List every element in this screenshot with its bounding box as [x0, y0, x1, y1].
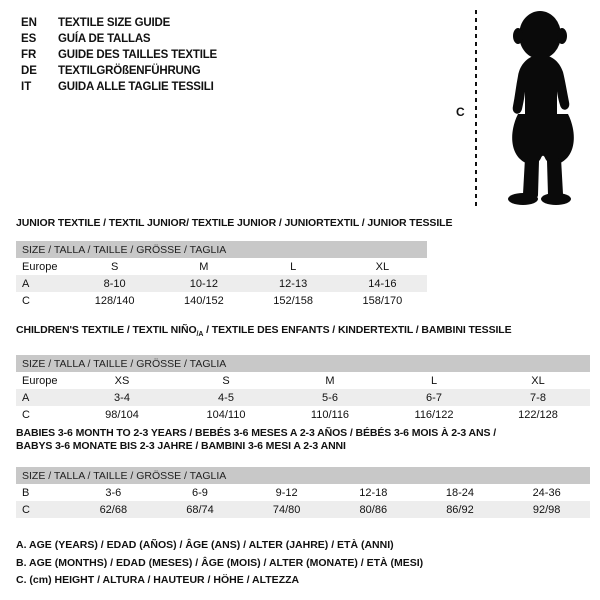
lang-label: GUIDA ALLE TAGLIE TESSILI: [58, 81, 214, 93]
babies-section: [16, 427, 590, 518]
size-header-label: SIZE / TALLA / TAILLE / GRÖSSE / TAGLIA: [16, 355, 590, 372]
children-title-sub: /A: [196, 331, 204, 339]
table-cell: 86/92: [446, 503, 474, 516]
lang-row-en: [21, 15, 217, 31]
table-cell: 18-24: [445, 486, 475, 499]
children-section: [16, 324, 590, 423]
table-cell: M: [199, 260, 209, 273]
babies-size-table: [16, 467, 590, 518]
size-header-row: [16, 467, 590, 484]
table-row: [16, 501, 590, 518]
table-cell: 3-4: [114, 391, 130, 404]
row-label: C: [22, 503, 30, 516]
table-cell: 7-8: [530, 391, 546, 404]
size-header-row: [16, 241, 427, 258]
children-title-post: / TEXTILE DES ENFANTS / KINDERTEXTIL / BAMBINI TESSILE: [203, 324, 512, 336]
junior-size-table: [16, 241, 427, 309]
table-cell: 158/170: [362, 294, 403, 307]
table-cell: 6-7: [426, 391, 442, 404]
lang-row-it: [21, 79, 217, 95]
row-label: A: [22, 277, 30, 290]
footnote-b: B. AGE (MONTHS) / EDAD (MESES) / ÂGE (MOIS) / ALTER (MONATE) / ETÀ (MESI): [16, 556, 424, 569]
table-cell: 12-18: [359, 486, 388, 499]
table-cell: 74/80: [272, 503, 301, 516]
table-cell: 8-10: [103, 277, 126, 290]
measure-c-label: C: [456, 105, 465, 119]
junior-section: [16, 217, 453, 309]
table-cell: 3-6: [105, 486, 122, 499]
table-cell: 116/122: [414, 408, 454, 421]
row-label: A: [22, 391, 30, 404]
babies-section-title-line1: BABIES 3-6 MONTH TO 2-3 YEARS / BEBÉS 3-6 MESES A 2-3 AÑOS / BÉBÉS 3-6 MOIS À 2-3 ANS /: [16, 427, 497, 439]
table-cell: 4-5: [218, 391, 234, 404]
table-cell: S: [110, 260, 119, 273]
junior-section-title: JUNIOR TEXTILE / TEXTIL JUNIOR/ TEXTILE JUNIOR / JUNIORTEXTIL / JUNIOR TESSILE: [16, 217, 453, 229]
language-title-block: [21, 15, 217, 95]
table-cell: 9-12: [275, 486, 298, 499]
table-cell: 12-13: [279, 277, 308, 290]
table-cell: 140/152: [183, 294, 224, 307]
toddler-silhouette-icon: [492, 8, 592, 208]
lang-label: TEXTILE SIZE GUIDE: [58, 17, 171, 29]
table-cell: XL: [375, 260, 390, 273]
table-cell: 24-36: [532, 486, 561, 499]
table-cell: XL: [531, 374, 545, 387]
table-cell: XS: [114, 374, 130, 387]
row-label: Europe: [22, 260, 58, 273]
size-header-label: SIZE / TALLA / TAILLE / GRÖSSE / TAGLIA: [16, 241, 427, 258]
table-cell: 80/86: [359, 503, 388, 516]
lang-row-fr: [21, 47, 217, 63]
table-row: [16, 292, 427, 309]
lang-code: IT: [21, 81, 32, 93]
table-cell: 128/140: [94, 294, 135, 307]
table-cell: 5-6: [322, 391, 338, 404]
table-cell: M: [325, 374, 335, 387]
table-cell: L: [430, 374, 438, 387]
row-label: C: [22, 408, 30, 421]
lang-label: GUIDE DES TAILLES TEXTILE: [58, 49, 217, 61]
table-cell: 6-9: [192, 486, 208, 499]
row-label: B: [22, 486, 30, 499]
size-header-label: SIZE / TALLA / TAILLE / GRÖSSE / TAGLIA: [16, 467, 590, 484]
measurement-figure: [455, 8, 600, 213]
lang-row-es: [21, 31, 217, 47]
size-header-row: [16, 355, 590, 372]
table-cell: 14-16: [368, 277, 397, 290]
table-cell: L: [290, 260, 297, 273]
table-cell: 68/74: [186, 503, 214, 516]
babies-section-title-line2: BABYS 3-6 MONATE BIS 2-3 JAHRE / BAMBINI 3-6 MESI A 2-3 ANNI: [16, 440, 346, 452]
height-dashed-line: [475, 10, 477, 210]
table-cell: 152/158: [273, 294, 313, 307]
table-row: [16, 484, 590, 501]
lang-code: ES: [21, 33, 37, 45]
table-row: [16, 372, 590, 389]
table-cell: 110/116: [310, 408, 350, 421]
footnotes-block: [16, 537, 423, 590]
lang-label: TEXTILGRÖßENFÜHRUNG: [58, 65, 201, 77]
lang-code: DE: [21, 65, 37, 77]
table-row: [16, 389, 590, 406]
lang-label: GUÍA DE TALLAS: [58, 33, 151, 45]
lang-row-de: [21, 63, 217, 79]
table-cell: 92/98: [532, 503, 561, 516]
table-cell: 104/110: [206, 408, 246, 421]
children-title-pre: CHILDREN'S TEXTILE / TEXTIL NIÑO: [16, 324, 197, 336]
children-section-title: [16, 324, 590, 341]
table-row: [16, 258, 427, 275]
table-cell: 122/128: [518, 408, 558, 421]
lang-code: FR: [21, 49, 37, 61]
lang-code: EN: [21, 17, 37, 29]
children-size-table: [16, 355, 590, 423]
row-label: Europe: [22, 374, 58, 387]
footnote-c: C. (cm) HEIGHT / ALTURA / HAUTEUR / HÖHE / ALTEZZA: [16, 574, 300, 586]
table-cell: S: [222, 374, 230, 387]
footnote-a: A. AGE (YEARS) / EDAD (AÑOS) / ÂGE (ANS) / ALTER (JAHRE) / ETÀ (ANNI): [16, 539, 394, 551]
row-label: C: [22, 294, 30, 307]
table-cell: 98/104: [105, 408, 139, 421]
table-cell: 10-12: [189, 277, 218, 290]
table-row: [16, 275, 427, 292]
table-cell: 62/68: [99, 503, 128, 516]
table-row: [16, 406, 590, 423]
